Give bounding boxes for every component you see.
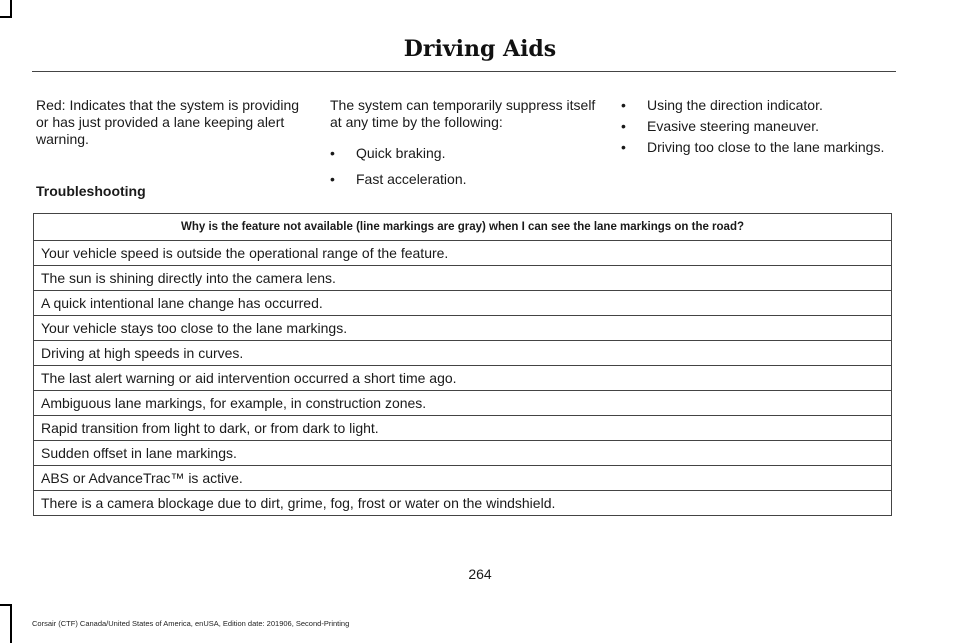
table-cell: There is a camera blockage due to dirt, grime, fog, frost or water on the windshield.: [34, 491, 892, 516]
table-row: [34, 291, 892, 316]
table-cell: ABS or AdvanceTrac™ is active.: [34, 466, 892, 491]
column-2: [330, 97, 598, 197]
table-cell: The sun is shining directly into the camera lens.: [34, 266, 892, 291]
table-row: [34, 491, 892, 516]
table-row: [34, 416, 892, 441]
bullet-icon: •: [621, 139, 626, 155]
header-divider: [32, 71, 896, 72]
table-cell: Driving at high speeds in curves.: [34, 341, 892, 366]
table-cell: Your vehicle stays too close to the lane markings.: [34, 316, 892, 341]
red-indicator-text: Red: Indicates that the system is providing or has just provided a lane keeping alert warning.: [36, 97, 300, 147]
column-1: [36, 97, 304, 148]
table-header-cell: Why is the feature not available (line markings are gray) when I can see the lane markings on the road?: [34, 214, 892, 241]
table-cell: A quick intentional lane change has occurred.: [34, 291, 892, 316]
page-number: 264: [468, 566, 492, 582]
table-row: [34, 391, 892, 416]
bullet-icon: •: [621, 118, 626, 134]
crop-mark-top-left-h: [0, 16, 12, 18]
table-row: [34, 441, 892, 466]
troubleshooting-heading: Troubleshooting: [36, 183, 146, 199]
table-row: [34, 466, 892, 491]
page-title: Driving Aids: [403, 36, 557, 62]
table-row: [34, 266, 892, 291]
table-row: [34, 366, 892, 391]
suppress-intro-text: The system can temporarily suppress itself at any time by the following:: [330, 97, 596, 130]
list-item: • Quick braking.: [330, 145, 446, 161]
table-cell: Ambiguous lane markings, for example, in construction zones.: [34, 391, 892, 416]
table-cell: Rapid transition from light to dark, or from dark to light.: [34, 416, 892, 441]
table-row: [34, 341, 892, 366]
table-cell: Sudden offset in lane markings.: [34, 441, 892, 466]
edition-footer: Corsair (CTF) Canada/United States of America, enUSA, Edition date: 201906, Second-Printing: [32, 619, 350, 628]
table-header-row: [34, 214, 892, 241]
list-item: • Evasive steering maneuver.: [621, 118, 819, 134]
table-row: [34, 241, 892, 266]
troubleshooting-table: [33, 213, 892, 516]
list-item: • Using the direction indicator.: [621, 97, 823, 113]
bullet-icon: •: [621, 97, 626, 113]
column-3: [621, 97, 896, 160]
bullet-icon: •: [330, 171, 335, 187]
table-row: [34, 316, 892, 341]
list-item: • Driving too close to the lane markings.: [621, 139, 885, 155]
table-cell: The last alert warning or aid intervention occurred a short time ago.: [34, 366, 892, 391]
table-cell: Your vehicle speed is outside the operational range of the feature.: [34, 241, 892, 266]
crop-mark-bottom-left-h: [0, 604, 12, 606]
suppress-list-continued: [621, 97, 896, 156]
bullet-icon: •: [330, 145, 335, 161]
crop-mark-bottom-left: [10, 604, 12, 643]
suppress-list: [330, 145, 598, 188]
list-item: • Fast acceleration.: [330, 171, 467, 187]
